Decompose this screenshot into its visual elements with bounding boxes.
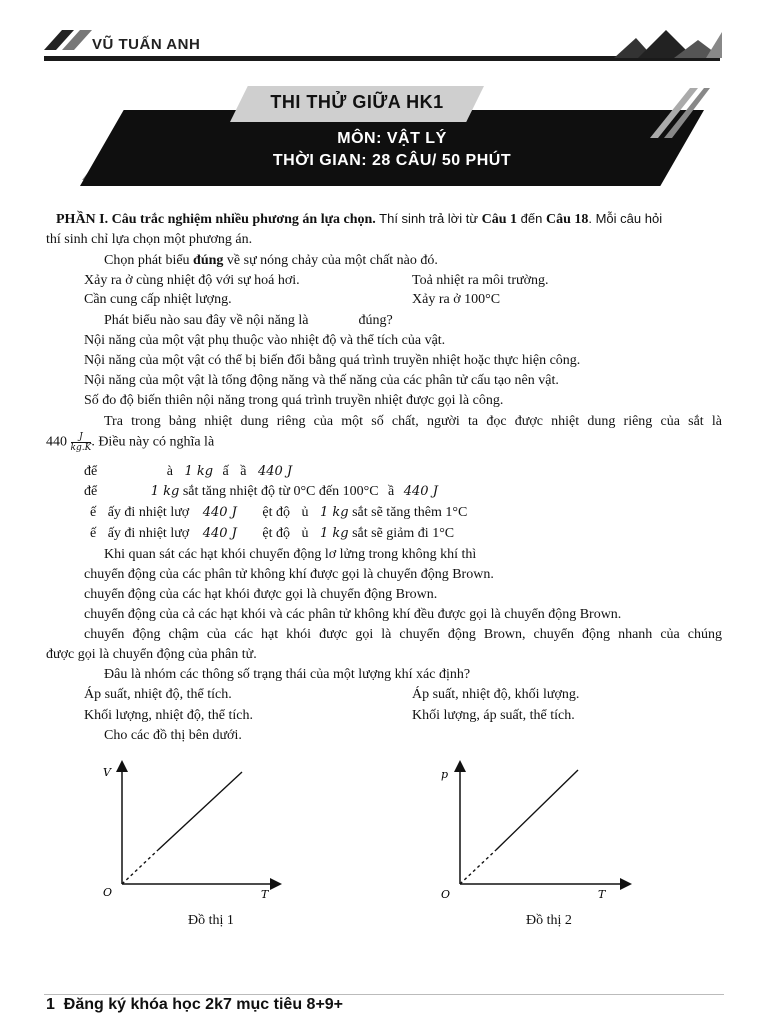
banner-slash-decoration-right [640,88,710,148]
q2-option-c: Nội năng của một vật là tổng động năng và thế năng của các phân tử cấu tạo nên vật. [84,373,559,388]
q5-option-a: Áp suất, nhiệt độ, thể tích. [84,687,232,702]
footer-text: Đăng ký khóa học 2k7 mục tiêu 8+9+ [63,996,344,1013]
page-number: 1 [46,996,55,1013]
graph-1-origin: O [103,886,113,899]
q4-option-d-cont: được gọi là chuyển động của phân tử. [46,647,257,662]
q1-option-a: Xảy ra ở cùng nhiệt độ với sự hoá hơi. [84,273,300,288]
q4-option-a: chuyển động của các phân tử không khí được gọi là chuyển động Brown. [84,567,494,582]
q3-option-a: để à 1 kg ấ ầ 440 J [84,464,293,479]
footer [46,996,343,1014]
q1-option-d: Xảy ra ở 100°C [412,292,501,307]
q5-option-c: Khối lượng, nhiệt độ, thể tích. [84,708,253,723]
q2-option-b: Nội năng của một vật có thể bị biến đổi bằng quá trình truyền nhiệt hoặc thực hiện công. [84,353,581,368]
banner-subject: MÔN: VẬT LÝ [337,130,447,147]
graph-2 [434,756,634,906]
mountain-decoration-icon [614,28,722,58]
graph-1-y-label: V [103,766,111,779]
q3-unit-fraction: $\frac{J}{kg.K}$ [70,432,92,453]
graph-2-x-label: T [598,888,606,901]
banner-time: THỜI GIAN: 28 CÂU/ 50 PHÚT [272,152,512,169]
graph-2-caption: Đồ thị 2 [526,913,572,928]
graph-1-x-label: T [261,888,269,901]
graph-1-dashed-extension [122,850,158,884]
q2-option-a: Nội năng của một vật phụ thuộc vào nhiệt độ và thể tích của vật. [84,333,446,348]
graph-1-line [158,772,242,850]
q4-option-c: chuyển động của cả các hạt khói và các phân tử không khí đều được gọi là chuyển động Brown. [84,607,622,622]
section-heading: PHẦN I. Câu trắc nghiệm nhiều phương án lựa chọn. [56,212,376,227]
q3-option-b: để 1 kg sắt tăng nhiệt độ từ 0°C đến 100°C ầ 440 J [84,484,438,499]
q5-option-d: Khối lượng, áp suất, thể tích. [412,708,575,723]
graph-2-origin: O [441,888,451,901]
section-intro: PHẦN I. Câu trắc nghiệm nhiều phương án lựa chọn. Thí sinh trả lời từ Câu 1 đến Câu 18. Mỗi câu hỏi [56,211,663,227]
author-name: VŨ TUẤN ANH [92,36,201,53]
q4-stem: Khi quan sát các hạt khói chuyển động lơ lửng trong không khí thì [104,547,477,562]
q1-option-b: Toả nhiệt ra môi trường. [412,273,549,288]
q5-stem: Đâu là nhóm các thông số trạng thái của một lượng khí xác định? [104,667,471,682]
q1-option-c: Cần cung cấp nhiệt lượng. [84,292,232,307]
q2-stem: Phát biểu nào sau đây về nội năng là đúng? [104,313,393,328]
graph-2-y-label: p [441,768,449,781]
footer-rule [44,994,724,995]
graph-2-line [496,770,578,850]
q3-stem-line1: Tra trong bảng nhiệt dung riêng của một số chất, người ta đọc được nhiệt dung riêng của sắt là [104,414,722,429]
q2-option-d: Số đo độ biến thiên nội năng trong quá trình truyền nhiệt được gọi là công. [84,393,504,408]
section-intro-line2: thí sinh chỉ lựa chọn một phương án. [46,232,253,247]
q4-option-b: chuyển động của các hạt khói được gọi là chuyển động Brown. [84,587,438,602]
q3-stem-line2: 440 $\frac{J}{kg.K}$ . Điều này có nghĩa là [46,432,215,453]
q3-option-d: ế ấy đi nhiệt lượ 440 J ệt độ ủ 1 kg sắt sẽ giảm đi 1°C [90,526,455,541]
q5-option-b: Áp suất, nhiệt độ, khối lượng. [412,687,580,702]
banner-title: THI THỬ GIỮA HK1 [270,92,444,112]
graph-1 [96,756,286,906]
graph-1-caption: Đồ thị 1 [188,913,234,928]
q3-option-c: ế ấy đi nhiệt lượ 440 J ệt độ ủ 1 kg sắt sẽ tăng thêm 1°C [90,505,468,520]
q6-stem: Cho các đồ thị bên dưới. [104,728,242,743]
q4-option-d: chuyển động chậm của các hạt khói được gọi là chuyển động Brown, chuyển động nhanh của chúng [84,627,722,642]
q1-stem: Chọn phát biểu đúng về sự nóng chảy của một chất nào đó. [104,253,438,268]
graph-2-dashed-extension [460,850,496,884]
